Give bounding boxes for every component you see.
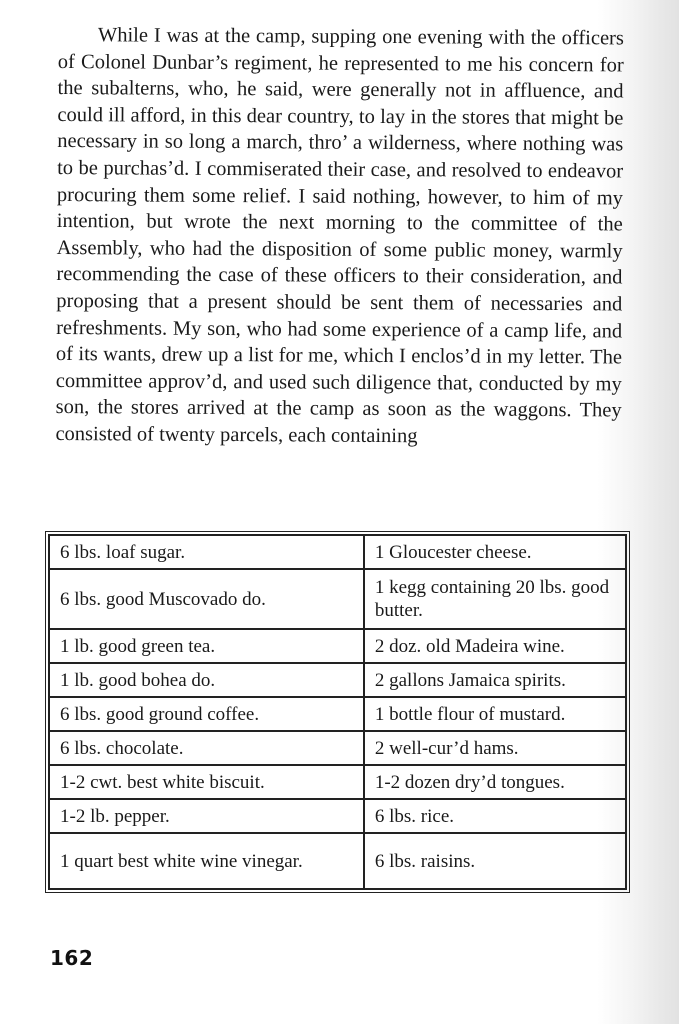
- provisions-table: [48, 534, 627, 890]
- table-cell-right: 1 Gloucester cheese.: [364, 535, 626, 569]
- table-cell-left: 6 lbs. loaf sugar.: [49, 535, 364, 569]
- table-row: [49, 765, 626, 799]
- table-cell-right: 1 kegg containing 20 lbs. good butter.: [364, 569, 626, 629]
- table-row: [49, 731, 626, 765]
- table-row: [49, 833, 626, 889]
- page-number: 162: [50, 946, 94, 970]
- body-paragraph: While I was at the camp, supping one evening with the officers of Colonel Dunbar’s regiment, he represented to me his concern for the subalterns, who, he said, were generally not in affluence, and could ill afford, in this dear country, to lay in the stores that might be necessary in so long a march, thro’ a wilderness, where nothing was to be purchas’d. I commiserated their case, and resolved to endeavor procuring them some relief. I said nothing, however, to him of my intention, but wrote the next morning to the committee of the Assembly, who had the disposition of some public money, warmly recommending the case of these officers to their consideration, and proposing that a present should be sent them of necessaries and refreshments. My son, who had some experience of a camp life, and of its wants, drew up a list for me, which I enclos’d in my letter. The committee approv’d, and used such diligence that, conducted by my son, the stores arrived at the camp as soon as the waggons. They consisted of twenty parcels, each containing: [55, 24, 624, 448]
- table-cell-right: 2 well-cur’d hams.: [364, 731, 626, 765]
- table-cell-left: 1 lb. good green tea.: [49, 629, 364, 663]
- table-row: [49, 569, 626, 629]
- table-cell-right: 1 bottle flour of mustard.: [364, 697, 626, 731]
- table-cell-left: 1-2 lb. pepper.: [49, 799, 364, 833]
- table-cell-right: 6 lbs. raisins.: [364, 833, 626, 889]
- provisions-table-body: [49, 535, 626, 889]
- table-cell-left: 6 lbs. chocolate.: [49, 731, 364, 765]
- table-cell-right: 2 gallons Jamaica spirits.: [364, 663, 626, 697]
- table-cell-left: 1 lb. good bohea do.: [49, 663, 364, 697]
- table-cell-left: 1-2 cwt. best white biscuit.: [49, 765, 364, 799]
- table-cell-right: 2 doz. old Madeira wine.: [364, 629, 626, 663]
- table-cell-left: 1 quart best white wine vinegar.: [49, 833, 364, 889]
- table-row: [49, 799, 626, 833]
- table-cell-right: 1-2 dozen dry’d tongues.: [364, 765, 626, 799]
- table-row: [49, 629, 626, 663]
- table-cell-right: 6 lbs. rice.: [364, 799, 626, 833]
- table-cell-left: 6 lbs. good Muscovado do.: [49, 569, 364, 629]
- table-cell-left: 6 lbs. good ground coffee.: [49, 697, 364, 731]
- table-row: [49, 663, 626, 697]
- table-row: [49, 535, 626, 569]
- table-row: [49, 697, 626, 731]
